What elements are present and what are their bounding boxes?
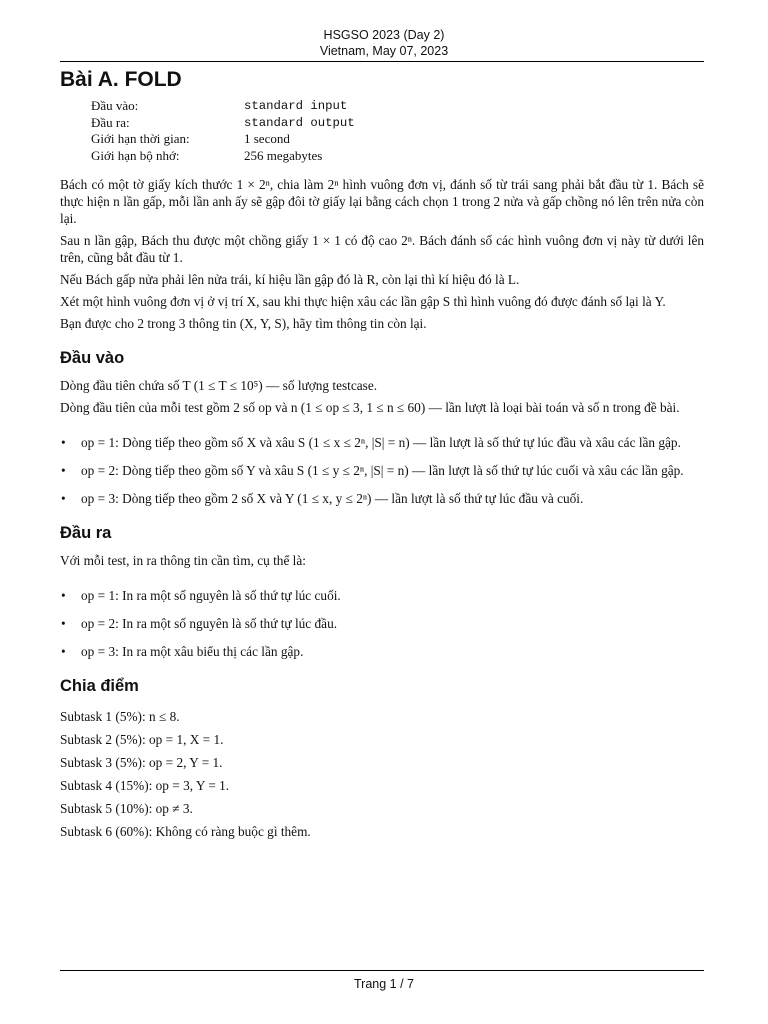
- subtask-line: Subtask 6 (60%): Không có ràng buộc gì thêm.: [60, 824, 311, 839]
- list-item: [60, 490, 704, 507]
- list-item-text: op = 1: Dòng tiếp theo gồm số X và xâu S (1 ≤ x ≤ 2ⁿ, |S| = n) — lần lượt là số thứ tự lúc đầu và xâu các lần gập.: [81, 435, 681, 450]
- statement-paragraph: Xét một hình vuông đơn vị ở vị trí X, sau khi thực hiện xâu các lần gập S thì hình vuông đó được đánh số lại là Y.: [60, 294, 666, 309]
- page-header: [0, 27, 768, 59]
- subtask-list: [60, 705, 704, 843]
- bullet-icon: •: [61, 435, 66, 450]
- footer-rule: [60, 970, 704, 971]
- subtask-line: Subtask 5 (10%): op ≠ 3.: [60, 801, 193, 816]
- contest-name: HSGSO 2023 (Day 2): [323, 28, 445, 42]
- limit-row: [91, 148, 355, 165]
- limit-key: Giới hạn thời gian:: [91, 131, 190, 146]
- bullet-icon: •: [61, 491, 66, 506]
- subtask-line: Subtask 1 (5%): n ≤ 8.: [60, 709, 180, 724]
- input-paragraph: Dòng đầu tiên chứa số T (1 ≤ T ≤ 10⁵) — số lượng testcase.: [60, 378, 378, 393]
- limit-key: Đầu ra:: [91, 114, 130, 130]
- list-item: [60, 615, 704, 632]
- problem-body: [60, 66, 704, 843]
- problem-title: Bài A. FOLD: [60, 68, 182, 91]
- list-item: [60, 643, 704, 660]
- subtask-line: Subtask 2 (5%): op = 1, X = 1.: [60, 732, 224, 747]
- list-item: [60, 587, 704, 604]
- output-op-list: [60, 587, 704, 660]
- limit-key: Đầu vào:: [91, 98, 139, 113]
- output-heading: Đầu ra: [60, 524, 112, 542]
- header-rule: [60, 61, 704, 62]
- statement-paragraph: Sau n lần gập, Bách thu được một chồng giấy 1 × 1 có độ cao 2ⁿ. Bách đánh số các hình vuông đơn vị này từ dưới lên trên, cũng bắt đầu từ 1.: [60, 233, 704, 265]
- subtask-line: Subtask 4 (15%): op = 3, Y = 1.: [60, 778, 230, 793]
- contest-date: Vietnam, May 07, 2023: [319, 44, 449, 58]
- limit-value: 256 megabytes: [244, 147, 323, 163]
- input-heading: Đầu vào: [60, 349, 125, 367]
- subtask-line: Subtask 3 (5%): op = 2, Y = 1.: [60, 755, 223, 770]
- limit-row: [91, 98, 355, 115]
- limit-row: [91, 131, 355, 148]
- limit-row: [91, 115, 355, 132]
- limit-value: 1 second: [244, 131, 290, 146]
- list-item-text: op = 2: Dòng tiếp theo gồm số Y và xâu S (1 ≤ y ≤ 2ⁿ, |S| = n) — lần lượt là số thứ tự lúc cuối và xâu các lần gập.: [81, 463, 684, 478]
- bullet-icon: •: [61, 463, 66, 478]
- input-paragraph: Dòng đầu tiên của mỗi test gồm 2 số op và n (1 ≤ op ≤ 3, 1 ≤ n ≤ 60) — lần lượt là loại bài toán và số n trong đề bài.: [60, 400, 680, 415]
- limit-value: standard input: [244, 99, 348, 113]
- list-item-text: op = 3: In ra một xâu biểu thị các lần gập.: [81, 644, 304, 659]
- bullet-icon: •: [61, 588, 66, 603]
- statement-paragraph: Bạn được cho 2 trong 3 thông tin (X, Y, S), hãy tìm thông tin còn lại.: [60, 316, 427, 331]
- list-item: [60, 434, 704, 451]
- list-item-text: op = 1: In ra một số nguyên là số thứ tự lúc cuối.: [81, 588, 341, 603]
- statement-paragraph: Nếu Bách gấp nửa phải lên nửa trái, kí hiệu lần gập đó là R, còn lại thì kí hiệu đó là L.: [60, 272, 520, 287]
- scoring-heading: Chia điểm: [60, 677, 139, 695]
- list-item-text: op = 2: In ra một số nguyên là số thứ tự lúc đầu.: [81, 616, 338, 631]
- bullet-icon: •: [61, 644, 66, 659]
- list-item: [60, 462, 704, 479]
- page-number: Trang 1 / 7: [354, 977, 414, 991]
- list-item-text: op = 3: Dòng tiếp theo gồm 2 số X và Y (1 ≤ x, y ≤ 2ⁿ) — lần lượt là số thứ tự lúc đầu và cuối.: [81, 491, 584, 506]
- input-op-list: [60, 434, 704, 507]
- statement-paragraph: Bách có một tờ giấy kích thước 1 × 2ⁿ, chia làm 2ⁿ hình vuông đơn vị, đánh số từ trái sang phải bắt đầu từ 1. Bách sẽ thực hiện n lần gấp, mỗi lần anh ấy sẽ gập đôi tờ giấy lại bằng cách chọn 1 trong 2 nửa và gấp chồng nó lên trên nửa còn lại.: [60, 177, 704, 226]
- limits-table: [91, 98, 355, 164]
- output-paragraph: Với mỗi test, in ra thông tin cần tìm, cụ thể là:: [60, 553, 306, 568]
- limit-key: Giới hạn bộ nhớ:: [91, 147, 180, 163]
- bullet-icon: •: [61, 616, 66, 631]
- limit-value: standard output: [244, 115, 355, 130]
